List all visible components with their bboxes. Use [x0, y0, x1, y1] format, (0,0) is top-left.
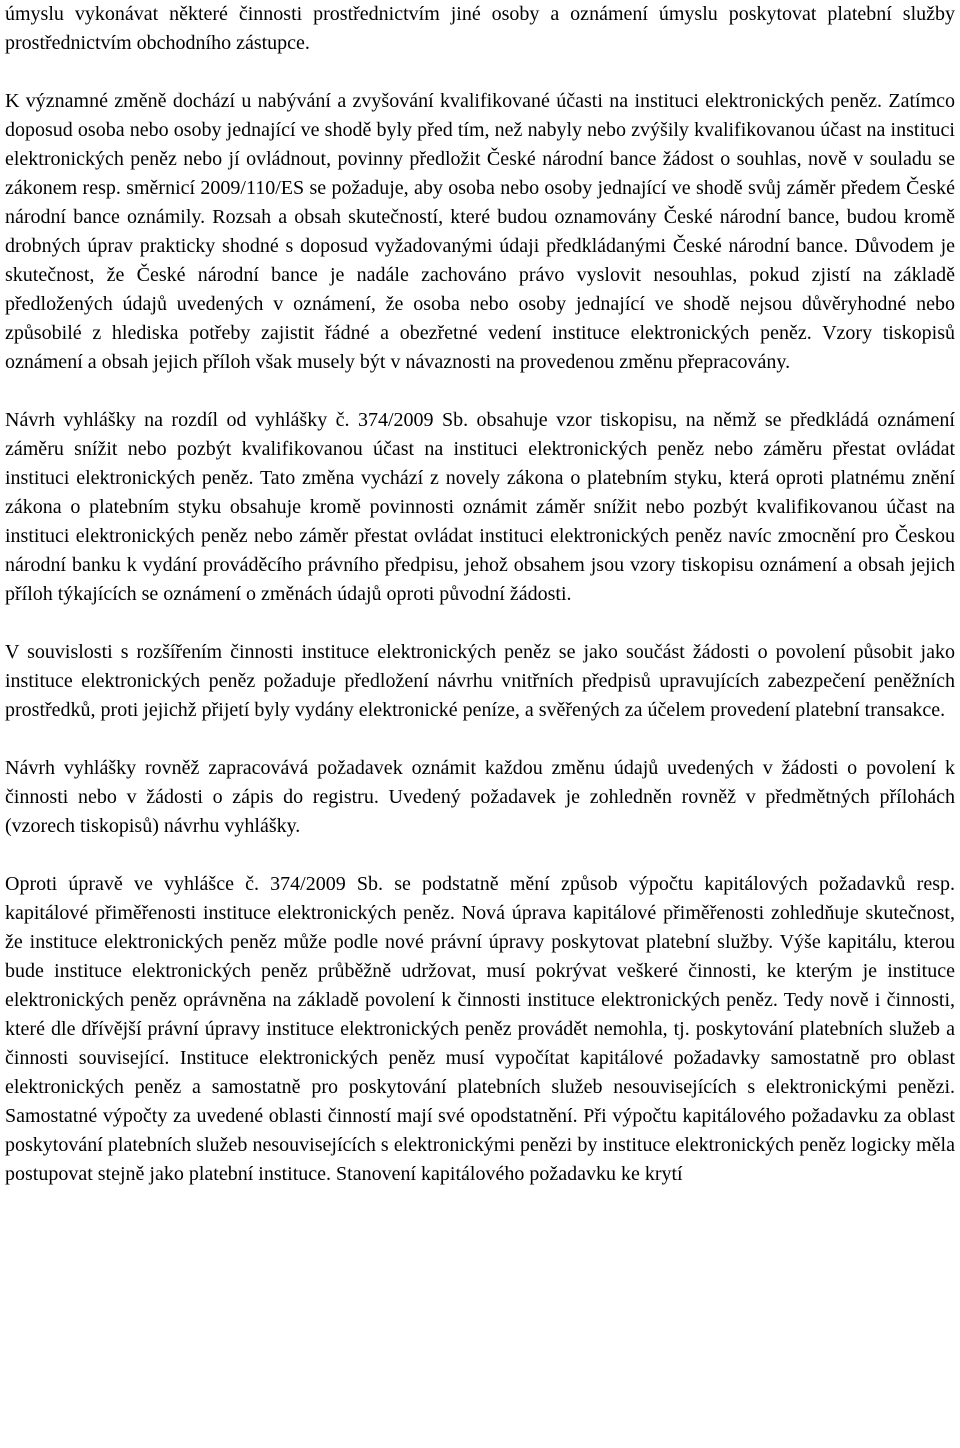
- paragraph-capital-requirements: Oproti úpravě ve vyhlášce č. 374/2009 Sb. se podstatně mění způsob výpočtu kapitálových požadavků resp. kapitálové přiměřenosti instituce elektronických peněz. Nová úprava kapitálové přiměřenosti zohledňuje skutečnost, že instituce elektronických peněz může podle nové právní úpravy poskytovat platební služby. Výše kapitálu, kterou bude instituce elektronických peněz průběžně udržovat, musí pokrývat veškeré činnosti, ke kterým je instituce elektronických peněz oprávněna na základě povolení k činnosti instituce elektronických peněz. Tedy nově i činnosti, které dle dřívější právní úpravy instituce elektronických peněz provádět nemohla, tj. poskytování platebních služeb a činnosti související. Instituce elektronických peněz musí vypočítat kapitálové požadavky samostatně pro oblast elektronických peněz a samostatně pro poskytování platebních služeb nesouvisejících s elektronickými penězi. Samostatné výpočty za uvedené oblasti činností mají své opodstatnění. Při výpočtu kapitálového požadavku za oblast poskytování platebních služeb nesouvisejících s elektronickými penězi by instituce elektronických peněz logicky měla postupovat stejně jako platební instituce. Stanovení kapitálového požadavku ke krytí: [5, 873, 955, 1185]
- paragraph-internal-regulations: V souvislosti s rozšířením činnosti instituce elektronických peněz se jako součást žádosti o povolení působit jako instituce elektronických peněz požaduje předložení návrhu vnitřních předpisů upravujících zabezpečení peněžních prostředků, proti jejichž přijetí byly vydány elektronické peníze, a svěřených za účelem provedení platební transakce.: [5, 641, 955, 721]
- paragraph-notification-form: Návrh vyhlášky na rozdíl od vyhlášky č. 374/2009 Sb. obsahuje vzor tiskopisu, na němž se předkládá oznámení záměru snížit nebo pozbýt kvalifikovanou účast na instituci elektronických peněz nebo záměru přestat ovládat instituci elektronických peněz. Tato změna vychází z novely zákona o platebním styku, která oproti platnému znění zákona o platebním styku obsahuje kromě povinnosti oznámit záměr snížit nebo pozbýt kvalifikovanou účast na instituci elektronických peněz nebo záměr přestat ovládat instituci elektronických peněz navíc zmocnění pro Českou národní banku k vydání prováděcího právního předpisu, jehož obsahem jsou vzory tiskopisu oznámení a obsah jejich příloh týkajících se oznámení o změnách údajů oproti původní žádosti.: [5, 409, 955, 605]
- paragraph-qualified-participation: K významné změně dochází u nabývání a zvyšování kvalifikované účasti na instituci elektronických peněz. Zatímco doposud osoba nebo osoby jednající ve shodě byly před tím, než nabyly nebo zvýšily kvalifikovanou účast na instituci elektronických peněz nebo jí ovládnout, povinny předložit České národní bance žádost o souhlas, nově v souladu se zákonem resp. směrnicí 2009/110/ES se požaduje, aby osoba nebo osoby jednající ve shodě svůj záměr předem České národní bance oznámily. Rozsah a obsah skutečností, které budou oznamovány České národní bance, budou kromě drobných úprav prakticky shodné s doposud vyžadovanými údaji předkládanými České národní bance. Důvodem je skutečnost, že České národní bance je nadále zachováno právo vyslovit nesouhlas, pokud zjistí na základě předložených údajů uvedených v oznámení, že osoba nebo osoby jednající ve shodě nejsou důvěryhodné nebo způsobilé z hlediska potřeby zajistit řádné a obezřetné vedení instituce elektronických peněz. Vzory tiskopisů oznámení a obsah jejich příloh však musely být v návaznosti na provedenou změnu přepracovány.: [5, 90, 955, 373]
- paragraph-change-notification: Návrh vyhlášky rovněž zapracovává požadavek oznámit každou změnu údajů uvedených v žádosti o povolení k činnosti nebo v žádosti o zápis do registru. Uvedený požadavek je zohledněn rovněž v předmětných přílohách (vzorech tiskopisů) návrhu vyhlášky.: [5, 757, 955, 837]
- paragraph-continuation: úmyslu vykonávat některé činnosti prostřednictvím jiné osoby a oznámení úmyslu poskytovat platební služby prostřednictvím obchodního zástupce.: [5, 3, 955, 54]
